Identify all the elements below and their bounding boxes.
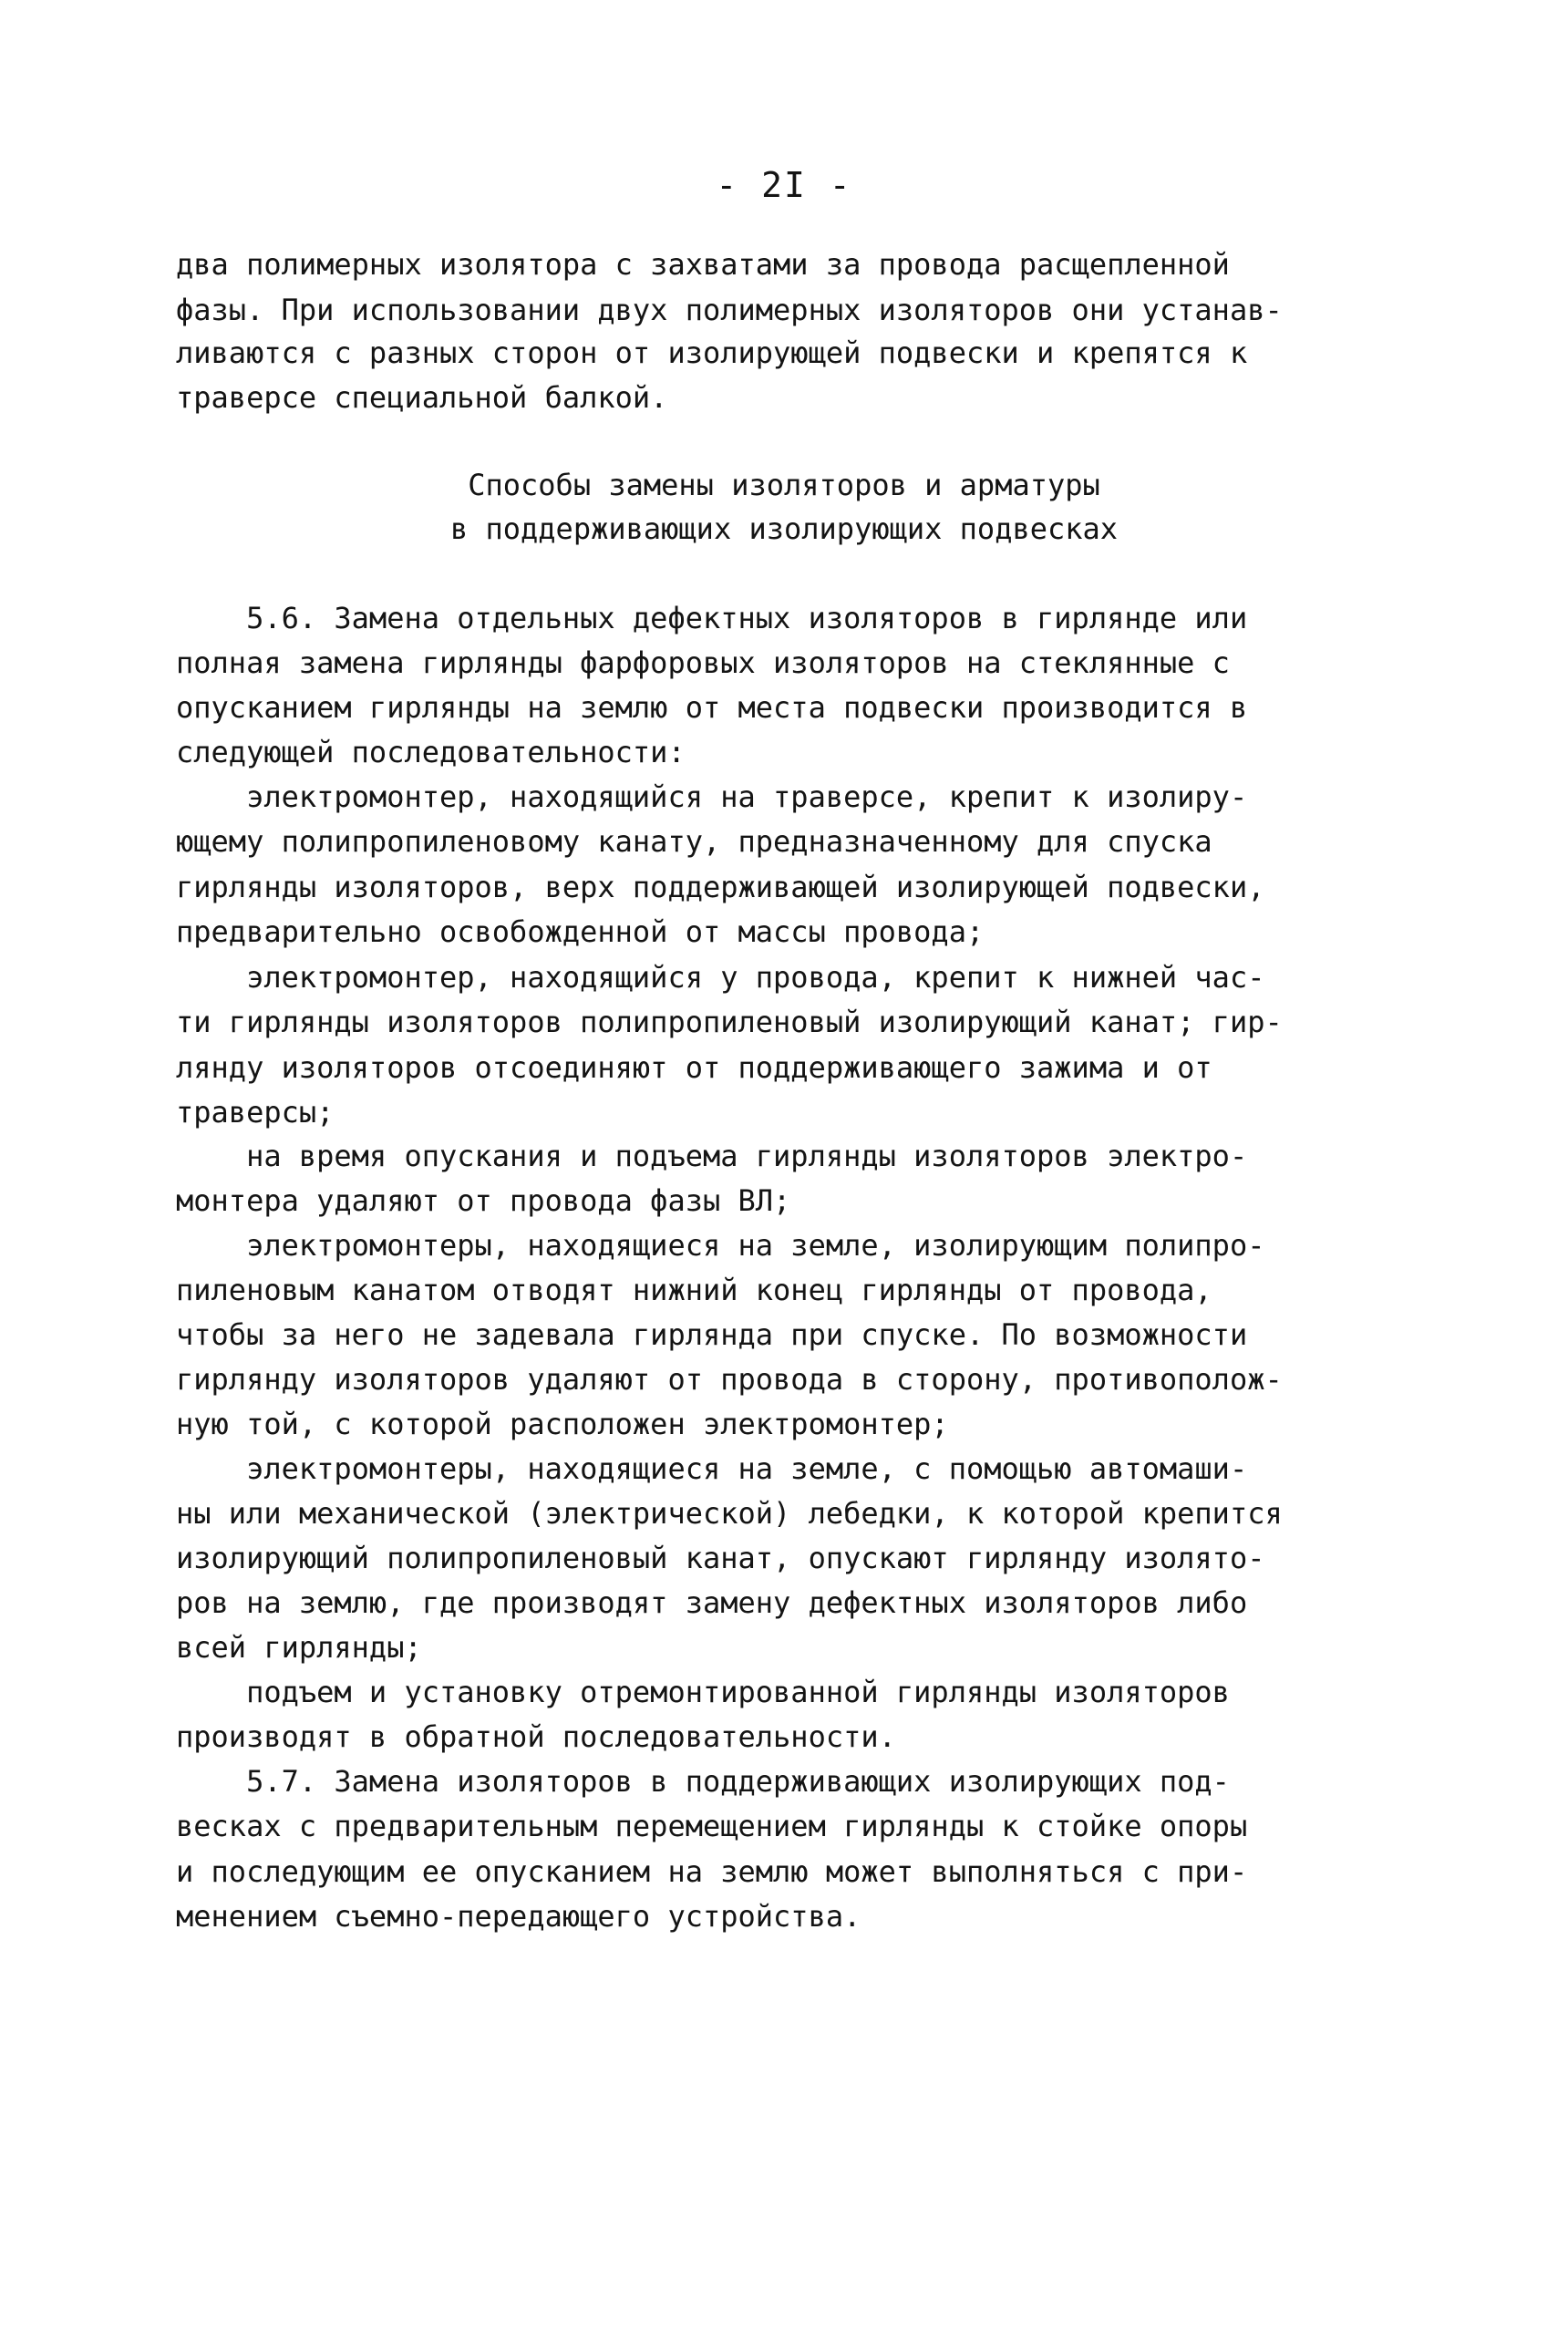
text-line: ти гирлянды изоляторов полипропиленовый изолирующий канат; гир-: [176, 1005, 1283, 1039]
text-line: чтобы за него не задевала гирлянда при спуске. По возможности: [176, 1317, 1248, 1352]
text-line: электромонтеры, находящиеся на земле, изолирующим полипро-: [176, 1228, 1265, 1263]
heading-line: в поддерживающих изолирующих подвесках: [449, 511, 1119, 546]
text-line: производят в обратной последовательности.: [176, 1719, 896, 1754]
text-line: опусканием гирлянды на землю от места подвески производится в: [176, 690, 1248, 725]
text-line: 5.7. Замена изоляторов в поддерживающих изолирующих под-: [176, 1764, 1230, 1799]
text-line: на время опускания и подъема гирлянды изоляторов электро-: [176, 1139, 1248, 1173]
text-line: и последующим ее опусканием на землю может выполняться с при-: [176, 1854, 1248, 1889]
text-line: лянду изоляторов отсоединяют от поддерживающего зажима и от: [176, 1050, 1212, 1085]
text-line: электромонтер, находящийся на траверсе, крепит к изолиру-: [176, 779, 1248, 814]
text-line: ную той, с которой расположен электромонтер;: [176, 1407, 949, 1441]
page-number: - 2I -: [716, 165, 852, 205]
text-line: ливаются с разных сторон от изолирующей подвески и крепятся к: [176, 335, 1248, 370]
text-line: изолирующий полипропиленовый канат, опускают гирлянду изолято-: [176, 1541, 1265, 1575]
text-line: траверсы;: [176, 1095, 335, 1130]
text-line: следующей последовательности:: [176, 735, 686, 769]
text-line: гирлянду изоляторов удаляют от провода в сторону, противополож-: [176, 1362, 1283, 1397]
text-line: монтера удаляют от провода фазы ВЛ;: [176, 1183, 791, 1218]
text-line: менением съемно-передающего устройства.: [176, 1899, 861, 1934]
text-line: ющему полипропиленовому канату, предназначенному для спуска: [176, 824, 1212, 859]
text-line: два полимерных изолятора с захватами за провода расщепленной: [176, 247, 1230, 282]
text-line: 5.6. Замена отдельных дефектных изоляторов в гирлянде или: [176, 601, 1248, 635]
text-line: ны или механической (электрической) лебедки, к которой крепится: [176, 1496, 1283, 1531]
text-line: электромонтер, находящийся у провода, крепит к нижней час-: [176, 960, 1265, 995]
text-line: всей гирлянды;: [176, 1630, 422, 1665]
text-line: весках с предварительным перемещением гирлянды к стойке опоры: [176, 1809, 1248, 1843]
text-line: подъем и установку отремонтированной гирлянды изоляторов: [176, 1675, 1230, 1709]
text-line: траверсе специальной балкой.: [176, 380, 668, 415]
text-line: фазы. При использовании двух полимерных изоляторов они устанав-: [176, 293, 1283, 327]
text-line: предварительно освобожденной от массы провода;: [176, 914, 985, 949]
text-line: электромонтеры, находящиеся на земле, с помощью автомаши-: [176, 1451, 1248, 1486]
heading-line: Способы замены изоляторов и арматуры: [468, 468, 1100, 502]
text-line: полная замена гирлянды фарфоровых изоляторов на стеклянные с: [176, 645, 1230, 680]
text-line: пиленовым канатом отводят нижний конец гирлянды от провода,: [176, 1273, 1212, 1307]
text-line: гирлянды изоляторов, верх поддерживающей изолирующей подвески,: [176, 870, 1265, 904]
text-line: ров на землю, где производят замену дефектных изоляторов либо: [176, 1585, 1248, 1620]
